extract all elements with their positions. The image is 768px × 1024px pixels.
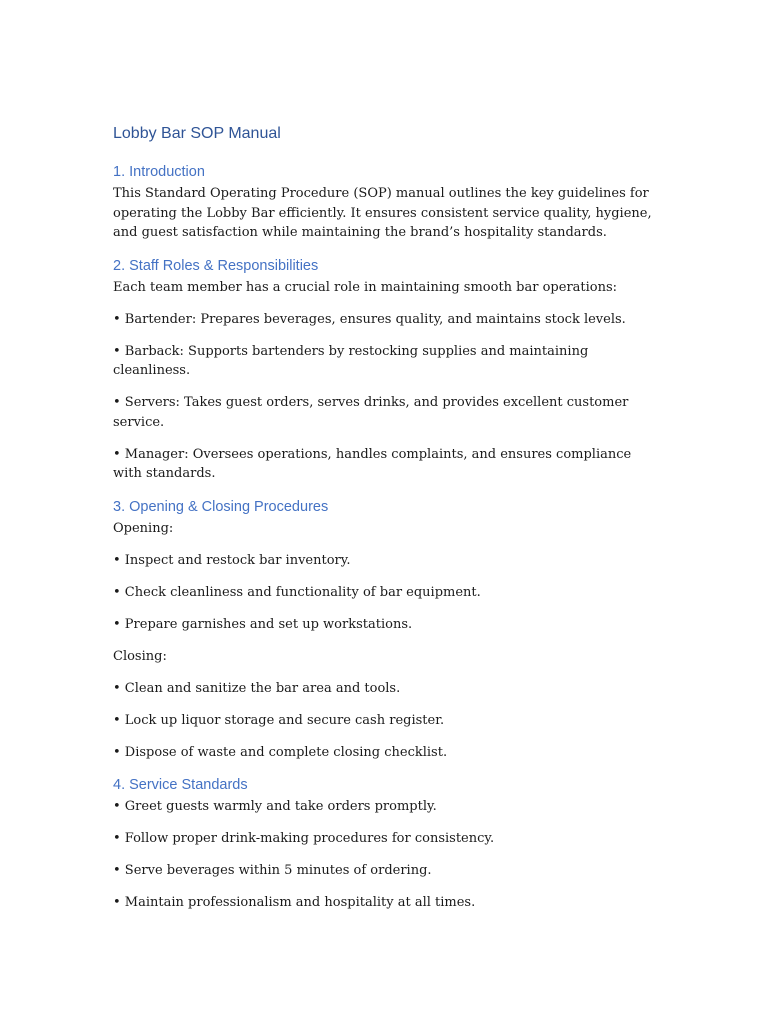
list-item: • Bartender: Prepares beverages, ensures quality, and maintains stock levels. xyxy=(113,311,626,327)
section-heading: 4. Service Standards xyxy=(113,777,248,793)
paragraph: Opening: xyxy=(113,520,174,536)
paragraph: This Standard Operating Procedure (SOP) manual outlines the key guidelines for operating the Lobby Bar efficiently. It ensures consistent service quality, hygiene, and guest satisfaction while maintaining the brand’s hospitality standards. xyxy=(113,186,652,240)
list-item: • Barback: Supports bartenders by restocking supplies and maintaining cleanliness. xyxy=(113,343,589,378)
list-item: • Greet guests warmly and take orders promptly. xyxy=(113,799,437,814)
section-heading: 3. Opening & Closing Procedures xyxy=(113,498,329,515)
paragraph: Closing: xyxy=(113,648,167,664)
section-heading: 1. Introduction xyxy=(113,164,205,180)
document-title: Lobby Bar SOP Manual xyxy=(113,125,281,142)
list-item: • Follow proper drink-making procedures for consistency. xyxy=(113,831,495,846)
section-introduction xyxy=(113,162,658,243)
section-opening-closing xyxy=(113,497,658,763)
paragraph: Each team member has a crucial role in maintaining smooth bar operations: xyxy=(113,279,618,295)
list-item: • Inspect and restock bar inventory. xyxy=(113,552,351,568)
list-item: • Maintain professionalism and hospitality at all times. xyxy=(113,895,476,910)
list-item: • Clean and sanitize the bar area and tools. xyxy=(113,680,401,696)
list-item: • Servers: Takes guest orders, serves drinks, and provides excellent customer service. xyxy=(113,395,629,430)
section-staff-roles xyxy=(113,256,658,484)
section-service-standards xyxy=(113,775,658,913)
section-heading: 2. Staff Roles & Responsibilities xyxy=(113,257,319,274)
list-item: • Prepare garnishes and set up workstations. xyxy=(113,616,413,632)
document-page xyxy=(113,122,658,913)
list-item: • Dispose of waste and complete closing checklist. xyxy=(113,744,448,760)
list-item: • Lock up liquor storage and secure cash register. xyxy=(113,712,445,728)
list-item: • Serve beverages within 5 minutes of ordering. xyxy=(113,863,432,878)
list-item: • Check cleanliness and functionality of bar equipment. xyxy=(113,584,481,600)
list-item: • Manager: Oversees operations, handles complaints, and ensures compliance with standards. xyxy=(113,446,632,481)
